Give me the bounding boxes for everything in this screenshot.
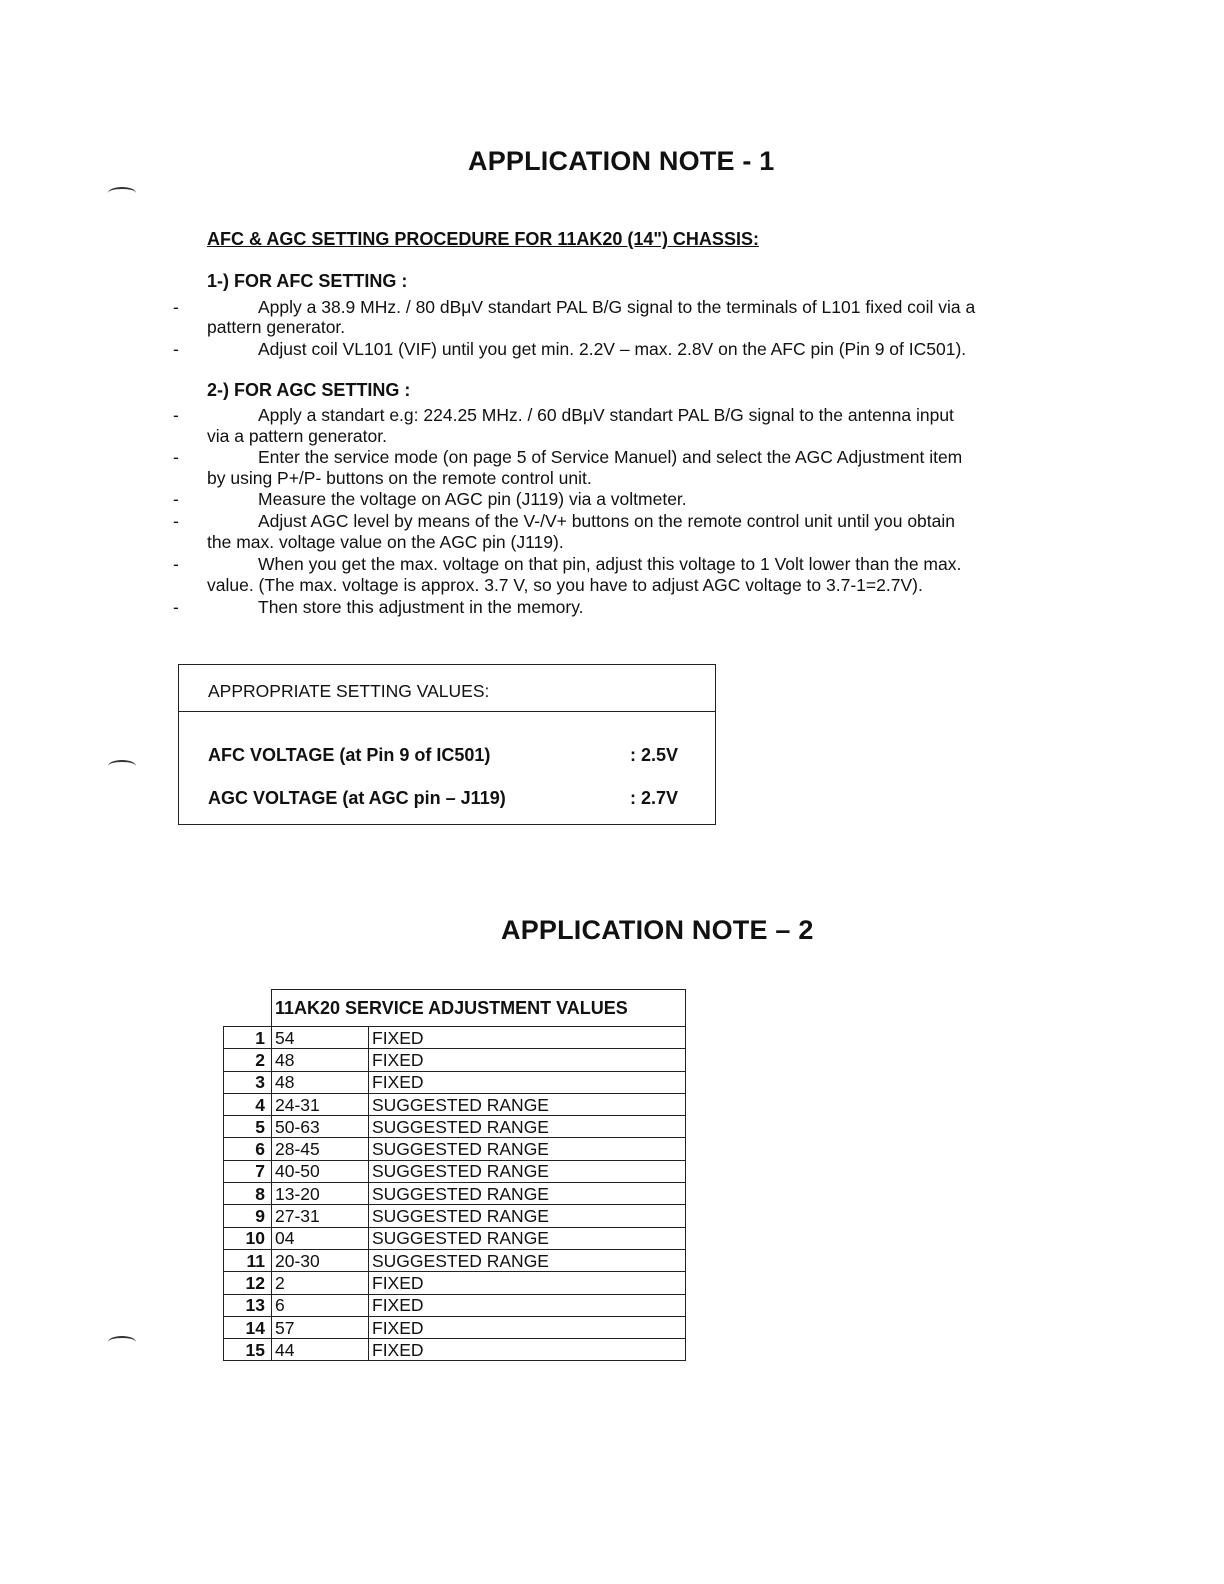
bullet-dash: - [173,297,179,317]
settings-values-box [178,664,716,825]
row-value: 2 [272,1272,369,1294]
step-text-cont: via a pattern generator. [207,426,387,446]
table-row [224,1160,686,1182]
row-value: 04 [272,1227,369,1249]
row-status: FIXED [369,1272,686,1294]
afc-heading: 1-) FOR AFC SETTING : [207,271,408,291]
row-value: 40-50 [272,1160,369,1182]
step-text-cont: by using P+/P- buttons on the remote control unit. [207,468,592,488]
row-number: 14 [224,1316,272,1338]
bullet-dash: - [173,489,179,509]
row-number: 6 [224,1138,272,1160]
bullet-dash: - [173,511,179,531]
row-status: SUGGESTED RANGE [369,1093,686,1115]
row-value: 24-31 [272,1093,369,1115]
table-row [224,1116,686,1138]
row-status: SUGGESTED RANGE [369,1205,686,1227]
row-number: 7 [224,1160,272,1182]
row-value: 48 [272,1049,369,1071]
row-value: 48 [272,1071,369,1093]
bullet-dash: - [173,339,179,359]
table-row [224,1138,686,1160]
row-status: SUGGESTED RANGE [369,1183,686,1205]
row-value: 50-63 [272,1116,369,1138]
hole-mark-top [108,187,136,199]
row-value: 13-20 [272,1183,369,1205]
hole-mark-middle [108,760,136,772]
row-number: 10 [224,1227,272,1249]
step-text: Enter the service mode (on page 5 of Service Manuel) and select the AGC Adjustment item [258,447,963,467]
afc-voltage-label: AFC VOLTAGE (at Pin 9 of IC501) [208,745,491,765]
step-text: Apply a standart e.g: 224.25 MHz. / 60 dBμV standart PAL B/G signal to the antenna input [258,405,954,425]
table-row [224,1027,686,1049]
row-status: FIXED [369,1316,686,1338]
table-row [224,1272,686,1294]
table-row [224,1183,686,1205]
agc-voltage-value: : 2.7V [629,788,678,808]
table-title-row [224,990,686,1027]
note1-title: APPLICATION NOTE - 1 [468,146,775,176]
note1-subtitle: AFC & AGC SETTING PROCEDURE FOR 11AK20 (14") CHASSIS: [207,229,759,249]
row-number: 11 [224,1249,272,1271]
table-row [224,1339,686,1361]
afc-voltage-row [208,745,678,766]
row-number: 2 [224,1049,272,1071]
row-status: SUGGESTED RANGE [369,1249,686,1271]
row-number: 1 [224,1027,272,1049]
row-status: FIXED [369,1071,686,1093]
bullet-dash: - [173,447,179,467]
row-value: 54 [272,1027,369,1049]
table-row [224,1249,686,1271]
row-status: FIXED [369,1049,686,1071]
bullet-dash: - [173,597,179,617]
row-status: SUGGESTED RANGE [369,1227,686,1249]
row-value: 57 [272,1316,369,1338]
agc-voltage-row [208,788,678,809]
service-adjustment-table [223,989,686,1361]
step-text-cont: pattern generator. [207,317,346,337]
agc-voltage-label: AGC VOLTAGE (at AGC pin – J119) [208,788,506,808]
step-text: Adjust AGC level by means of the V-/V+ buttons on the remote control unit until you obtain [258,511,956,531]
bullet-dash: - [173,554,179,574]
row-number: 12 [224,1272,272,1294]
table-row [224,1093,686,1115]
row-number: 5 [224,1116,272,1138]
note2-title: APPLICATION NOTE – 2 [501,915,814,945]
step-text-cont: the max. voltage value on the AGC pin (J119). [207,532,564,552]
row-number: 13 [224,1294,272,1316]
table-row [224,1316,686,1338]
row-number: 4 [224,1093,272,1115]
row-number: 9 [224,1205,272,1227]
afc-voltage-value: : 2.5V [629,745,678,765]
row-value: 6 [272,1294,369,1316]
settings-header: APPROPRIATE SETTING VALUES: [179,665,715,712]
row-status: FIXED [369,1294,686,1316]
row-status: SUGGESTED RANGE [369,1138,686,1160]
step-text: Measure the voltage on AGC pin (J119) via a voltmeter. [258,489,687,509]
table-row [224,1071,686,1093]
agc-heading: 2-) FOR AGC SETTING : [207,380,411,400]
row-value: 28-45 [272,1138,369,1160]
row-value: 20-30 [272,1249,369,1271]
table-title: 11AK20 SERVICE ADJUSTMENT VALUES [272,990,686,1027]
hole-mark-bottom [108,1336,136,1348]
row-number: 3 [224,1071,272,1093]
step-text-cont: value. (The max. voltage is approx. 3.7 V, so you have to adjust AGC voltage to 3.7-1=2.7V). [207,575,923,595]
table-row [224,1205,686,1227]
row-value: 27-31 [272,1205,369,1227]
row-status: SUGGESTED RANGE [369,1160,686,1182]
step-text: Adjust coil VL101 (VIF) until you get min. 2.2V – max. 2.8V on the AFC pin (Pin 9 of IC501). [258,339,967,359]
row-number: 15 [224,1339,272,1361]
table-row [224,1294,686,1316]
row-status: FIXED [369,1027,686,1049]
row-value: 44 [272,1339,369,1361]
table-row [224,1049,686,1071]
row-number: 8 [224,1183,272,1205]
table-row [224,1227,686,1249]
step-text: Then store this adjustment in the memory. [258,597,584,617]
step-text: Apply a 38.9 MHz. / 80 dBμV standart PAL B/G signal to the terminals of L101 fixed coil via a [258,297,976,317]
row-status: SUGGESTED RANGE [369,1116,686,1138]
bullet-dash: - [173,405,179,425]
step-text: When you get the max. voltage on that pin, adjust this voltage to 1 Volt lower than the max. [258,554,962,574]
row-status: FIXED [369,1339,686,1361]
